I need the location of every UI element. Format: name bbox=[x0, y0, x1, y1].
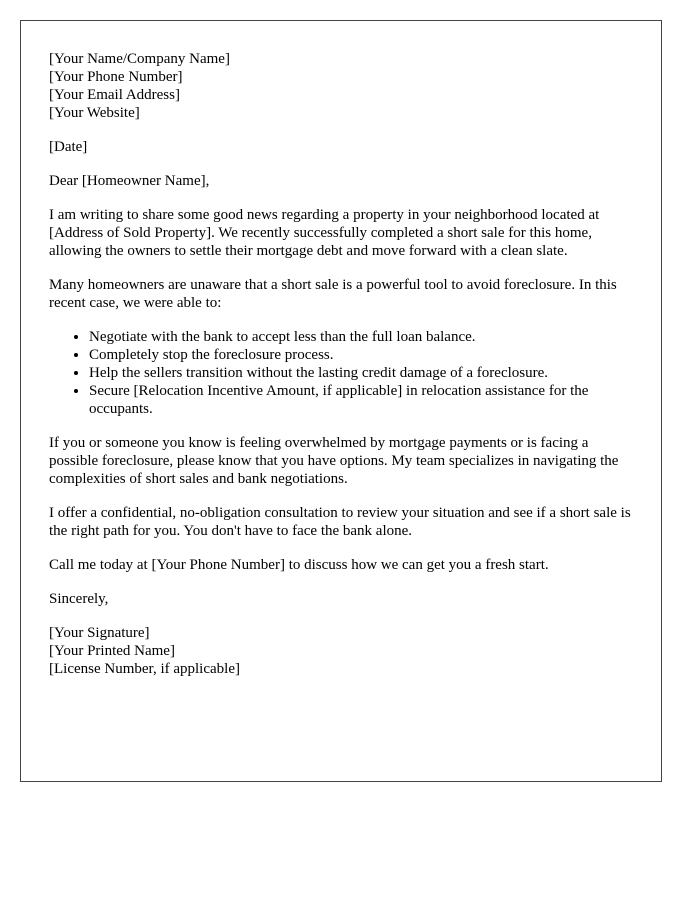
printed-name: [Your Printed Name] bbox=[49, 643, 175, 659]
salutation: Dear [Homeowner Name], bbox=[49, 173, 210, 189]
sender-block bbox=[49, 50, 633, 122]
letter-date: [Date] bbox=[49, 139, 88, 155]
list-item: • Secure [Relocation Incentive Amount, if applicable] in relocation assistance for the occupants. bbox=[89, 382, 633, 418]
call-to-action-paragraph: Call me today at [Your Phone Number] to discuss how we can get you a fresh start. bbox=[49, 557, 549, 573]
closing: Sincerely, bbox=[49, 591, 109, 607]
list-item: • Negotiate with the bank to accept less than the full loan balance. bbox=[89, 328, 633, 346]
sender-website: [Your Website] bbox=[49, 105, 140, 121]
list-item: • Help the sellers transition without the lasting credit damage of a foreclosure. bbox=[89, 364, 633, 382]
benefits-list bbox=[49, 328, 633, 418]
sender-name: [Your Name/Company Name] bbox=[49, 51, 230, 67]
list-item: • Completely stop the foreclosure process. bbox=[89, 346, 633, 364]
sender-email: [Your Email Address] bbox=[49, 87, 180, 103]
intro-paragraph: I am writing to share some good news regarding a property in your neighborhood located at [Address of Sold Property]. We recently successfully completed a short sale for this home, allowing the owners to settle their mortgage debt and move forward with a clean slate. bbox=[49, 207, 600, 259]
signature-block bbox=[49, 624, 633, 678]
short-sale-tool-paragraph: Many homeowners are unaware that a short sale is a powerful tool to avoid foreclosure. In this recent case, we were able to: bbox=[49, 277, 617, 311]
letter-page bbox=[20, 20, 662, 782]
sender-phone: [Your Phone Number] bbox=[49, 69, 183, 85]
consultation-paragraph: I offer a confidential, no-obligation consultation to review your situation and see if a short sale is the right path for you. You don't have to face the bank alone. bbox=[49, 505, 631, 539]
license-number: [License Number, if applicable] bbox=[49, 661, 240, 677]
options-paragraph: If you or someone you know is feeling overwhelmed by mortgage payments or is facing a possible foreclosure, please know that you have options. My team specializes in navigating the complexities of short sales and bank negotiations. bbox=[49, 435, 619, 487]
signature-line: [Your Signature] bbox=[49, 625, 150, 641]
